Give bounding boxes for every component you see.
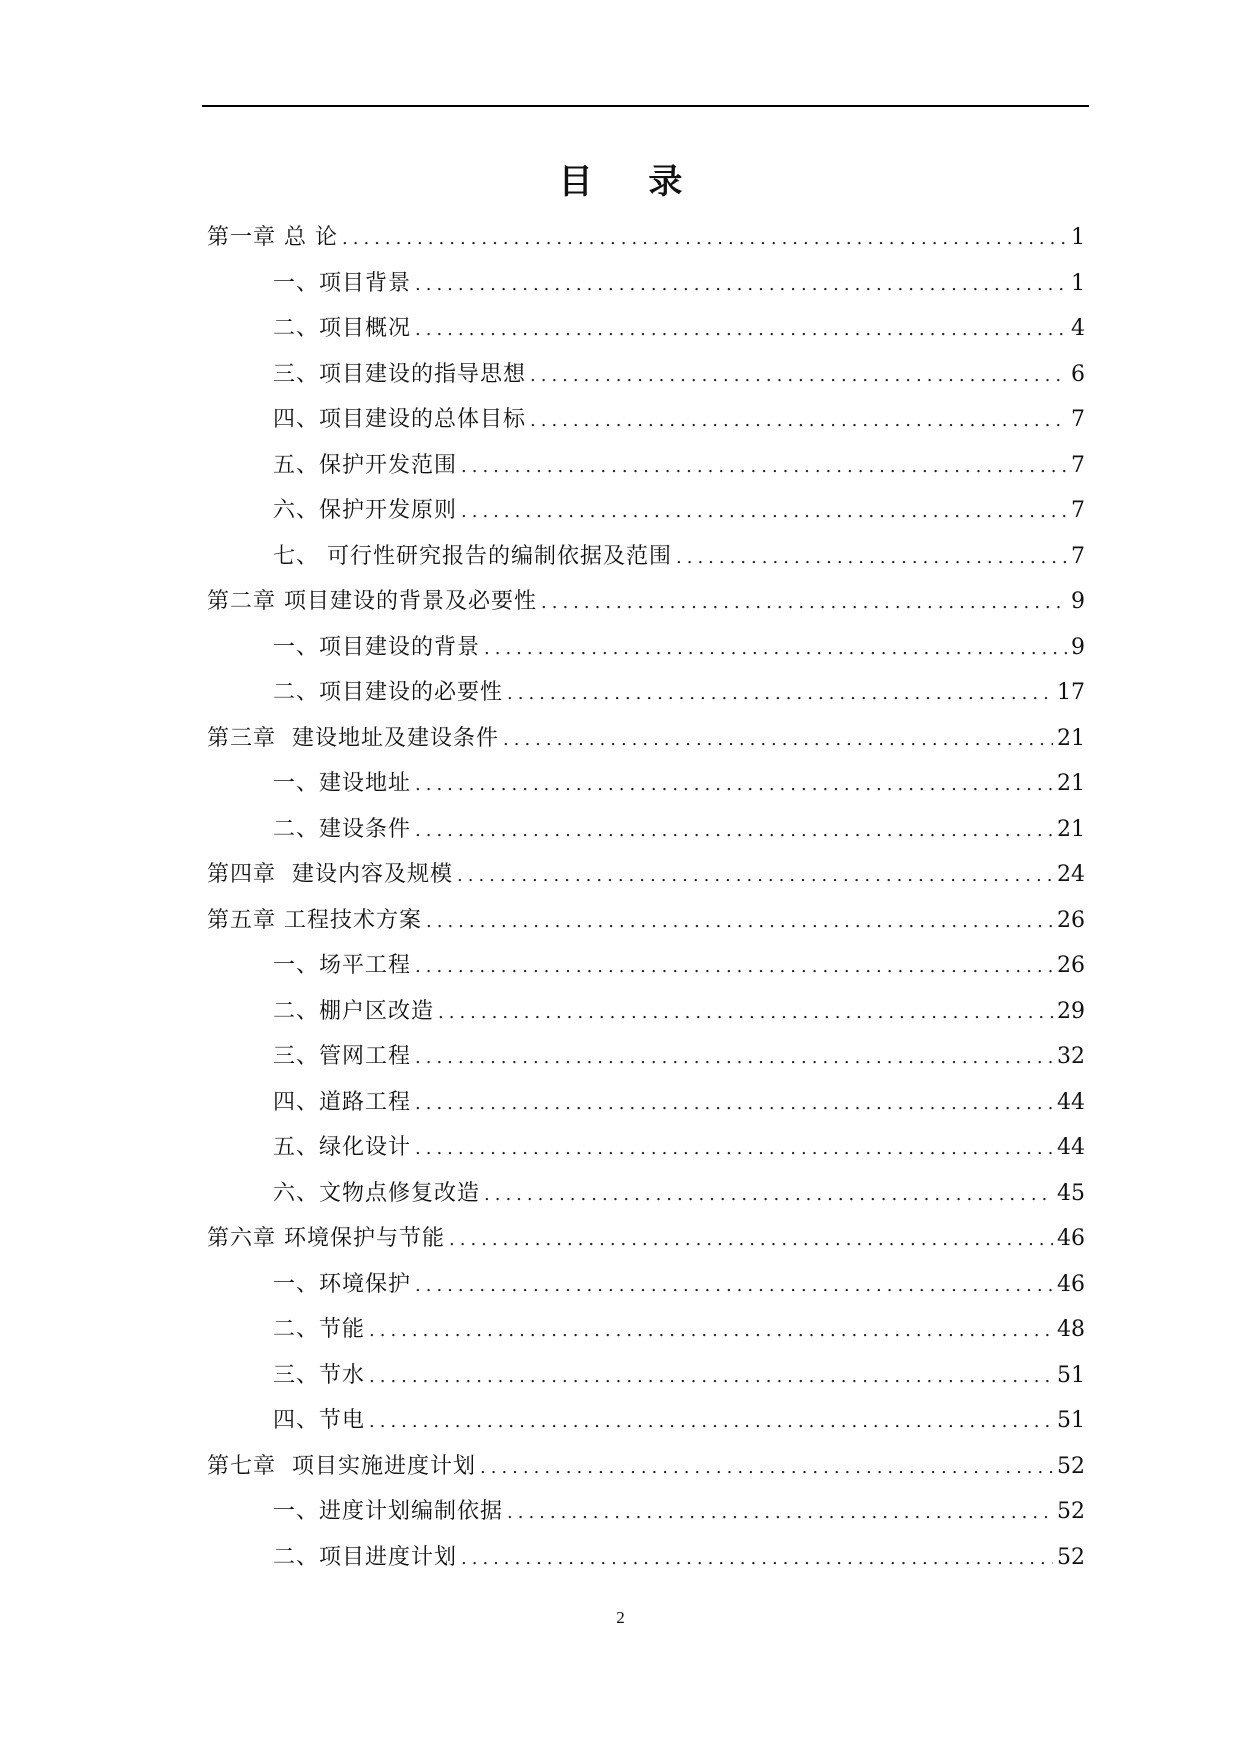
toc-entry-page: 52 — [1057, 1499, 1085, 1524]
toc-entry-page: 24 — [1057, 862, 1085, 887]
toc-entry-page: 26 — [1057, 907, 1085, 933]
toc-entry-label: 第五章 工程技术方案 — [207, 907, 422, 933]
toc-chapter-entry[interactable] — [207, 852, 1085, 898]
toc-entry-label: 一、环境保护 — [273, 1271, 412, 1297]
table-of-contents — [207, 215, 1085, 1580]
toc-dot-leader — [415, 1035, 1053, 1081]
toc-entry-page: 21 — [1057, 725, 1085, 751]
toc-entry-label: 四、道路工程 — [273, 1089, 412, 1115]
toc-entry-page: 29 — [1057, 998, 1085, 1024]
toc-entry-page: 7 — [1071, 543, 1085, 569]
toc-section-entry[interactable] — [207, 443, 1085, 489]
toc-entry-page: 7 — [1071, 498, 1085, 523]
toc-dot-leader — [461, 489, 1067, 535]
toc-dot-leader — [415, 1263, 1053, 1309]
toc-dot-leader — [507, 1490, 1053, 1536]
toc-section-entry[interactable] — [207, 989, 1085, 1035]
toc-section-entry[interactable] — [207, 1489, 1085, 1535]
toc-entry-label: 一、场平工程 — [273, 953, 412, 978]
toc-chapter-entry[interactable] — [207, 716, 1085, 762]
toc-section-entry[interactable] — [207, 625, 1085, 671]
toc-entry-page: 9 — [1071, 634, 1085, 660]
toc-entry-label: 六、保护开发原则 — [273, 498, 458, 523]
toc-chapter-entry[interactable] — [207, 1444, 1085, 1490]
toc-chapter-entry[interactable] — [207, 1216, 1085, 1262]
toc-entry-label: 二、节能 — [273, 1317, 366, 1342]
toc-section-entry[interactable] — [207, 1307, 1085, 1353]
toc-dot-leader — [676, 535, 1067, 581]
toc-dot-leader — [415, 762, 1053, 808]
toc-entry-label: 第六章 环境保护与节能 — [207, 1226, 445, 1251]
toc-entry-label: 七、 可行性研究报告的编制依据及范围 — [273, 543, 672, 569]
toc-section-entry[interactable] — [207, 1080, 1085, 1126]
toc-entry-label: 六、文物点修复改造 — [273, 1180, 481, 1206]
toc-entry-label: 二、项目概况 — [273, 316, 412, 341]
toc-dot-leader — [461, 1536, 1053, 1582]
toc-entry-label: 五、保护开发范围 — [273, 452, 458, 478]
toc-section-entry[interactable] — [207, 534, 1085, 580]
toc-entry-label: 二、棚户区改造 — [273, 998, 435, 1024]
toc-section-entry[interactable] — [207, 761, 1085, 807]
toc-entry-label: 二、建设条件 — [273, 816, 412, 842]
toc-entry-page: 7 — [1071, 407, 1085, 432]
toc-section-entry[interactable] — [207, 1262, 1085, 1308]
toc-section-entry[interactable] — [207, 807, 1085, 853]
toc-entry-label: 第七章 项目实施进度计划 — [207, 1453, 476, 1479]
toc-entry-page: 1 — [1071, 225, 1085, 250]
toc-entry-page: 44 — [1057, 1089, 1085, 1115]
page-number: 2 — [616, 1608, 625, 1627]
toc-entry-label: 一、进度计划编制依据 — [273, 1499, 504, 1524]
toc-entry-page: 52 — [1057, 1544, 1085, 1570]
toc-entry-page: 7 — [1071, 452, 1085, 478]
toc-entry-page: 48 — [1057, 1317, 1085, 1342]
toc-chapter-entry[interactable] — [207, 215, 1085, 261]
toc-dot-leader — [449, 1217, 1053, 1263]
toc-section-entry[interactable] — [207, 1535, 1085, 1581]
toc-entry-page: 45 — [1057, 1180, 1085, 1206]
toc-section-entry[interactable] — [207, 306, 1085, 352]
toc-entry-label: 二、项目建设的必要性 — [273, 680, 504, 705]
toc-dot-leader — [507, 671, 1053, 717]
toc-chapter-entry[interactable] — [207, 898, 1085, 944]
toc-dot-leader — [342, 216, 1067, 262]
toc-dot-leader — [415, 944, 1053, 990]
toc-dot-leader — [530, 398, 1067, 444]
toc-section-entry[interactable] — [207, 1034, 1085, 1080]
toc-section-entry[interactable] — [207, 261, 1085, 307]
toc-title: 目 录 — [558, 162, 705, 202]
toc-entry-label: 三、管网工程 — [273, 1044, 412, 1069]
toc-dot-leader — [484, 1172, 1053, 1218]
toc-dot-leader — [369, 1399, 1053, 1445]
toc-entry-page: 21 — [1057, 816, 1085, 842]
toc-dot-leader — [426, 899, 1053, 945]
toc-entry-page: 52 — [1057, 1453, 1085, 1479]
toc-dot-leader — [541, 580, 1067, 626]
toc-entry-label: 三、节水 — [273, 1362, 366, 1388]
toc-dot-leader — [415, 1081, 1053, 1127]
toc-dot-leader — [369, 1308, 1053, 1354]
toc-entry-label: 第一章 总 论 — [207, 225, 338, 250]
toc-entry-label: 二、项目进度计划 — [273, 1544, 458, 1570]
toc-section-entry[interactable] — [207, 352, 1085, 398]
toc-dot-leader — [369, 1354, 1053, 1400]
toc-dot-leader — [415, 262, 1067, 308]
toc-entry-label: 三、项目建设的指导思想 — [273, 361, 527, 387]
toc-section-entry[interactable] — [207, 397, 1085, 443]
toc-section-entry[interactable] — [207, 670, 1085, 716]
toc-section-entry[interactable] — [207, 943, 1085, 989]
toc-entry-page: 46 — [1057, 1271, 1085, 1297]
toc-section-entry[interactable] — [207, 1398, 1085, 1444]
toc-entry-label: 第四章 建设内容及规模 — [207, 862, 453, 887]
toc-section-entry[interactable] — [207, 488, 1085, 534]
toc-section-entry[interactable] — [207, 1125, 1085, 1171]
toc-entry-page: 44 — [1057, 1135, 1085, 1160]
toc-dot-leader — [503, 717, 1053, 763]
toc-section-entry[interactable] — [207, 1171, 1085, 1217]
toc-entry-label: 一、项目建设的背景 — [273, 634, 481, 660]
toc-entry-page: 21 — [1057, 771, 1085, 796]
toc-dot-leader — [461, 444, 1067, 490]
toc-entry-page: 32 — [1057, 1044, 1085, 1069]
toc-entry-page: 26 — [1057, 953, 1085, 978]
toc-entry-page: 17 — [1057, 680, 1085, 705]
toc-dot-leader — [415, 307, 1067, 353]
toc-dot-leader — [415, 1126, 1053, 1172]
toc-entry-label: 第二章 项目建设的背景及必要性 — [207, 589, 537, 614]
toc-entry-page: 51 — [1057, 1408, 1085, 1433]
toc-entry-page: 4 — [1071, 316, 1085, 341]
toc-dot-leader — [480, 1445, 1053, 1491]
toc-entry-page: 46 — [1057, 1226, 1085, 1251]
toc-dot-leader — [415, 808, 1053, 854]
header-rule — [202, 105, 1089, 107]
toc-entry-label: 第三章 建设地址及建设条件 — [207, 725, 499, 751]
toc-entry-label: 四、项目建设的总体目标 — [273, 407, 527, 432]
toc-dot-leader — [530, 353, 1067, 399]
toc-dot-leader — [457, 853, 1053, 899]
toc-entry-label: 五、绿化设计 — [273, 1135, 412, 1160]
toc-entry-label: 一、项目背景 — [273, 270, 412, 296]
toc-entry-page: 51 — [1057, 1362, 1085, 1388]
toc-entry-page: 1 — [1071, 270, 1085, 296]
toc-entry-page: 6 — [1071, 361, 1085, 387]
toc-entry-page: 9 — [1071, 589, 1085, 614]
toc-dot-leader — [484, 626, 1067, 672]
toc-section-entry[interactable] — [207, 1353, 1085, 1399]
toc-chapter-entry[interactable] — [207, 579, 1085, 625]
toc-entry-label: 一、建设地址 — [273, 771, 412, 796]
toc-entry-label: 四、节电 — [273, 1408, 366, 1433]
toc-dot-leader — [438, 990, 1053, 1036]
